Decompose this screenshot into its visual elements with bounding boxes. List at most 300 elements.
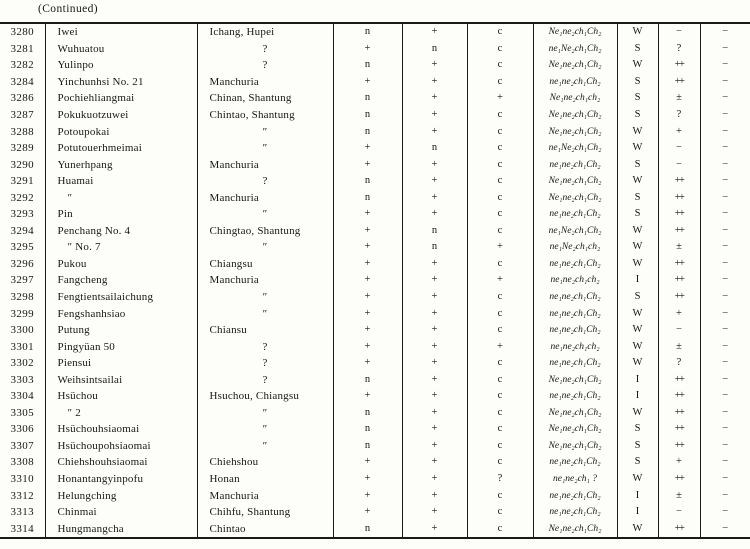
reaction-cell: +	[658, 454, 700, 471]
character-1-cell: n	[333, 23, 402, 41]
habit-class-cell: W	[617, 239, 658, 256]
reaction-cell: ?	[658, 41, 700, 58]
reaction-cell: −	[658, 322, 700, 339]
table-row	[0, 107, 750, 124]
accession-number-cell: 3288	[0, 123, 45, 140]
reaction-cell: −	[658, 156, 700, 173]
accession-number-cell: 3292	[0, 189, 45, 206]
genotype-cell: ne₁Ne₂ch₁ch₂	[533, 239, 617, 256]
table-row	[0, 74, 750, 91]
genotype-cell: ne₁ne₂ch₁ch₂	[533, 272, 617, 289]
character-2-cell: +	[402, 23, 467, 41]
reaction-cell: ±	[658, 239, 700, 256]
character-2-cell: n	[402, 140, 467, 157]
character-1-cell: n	[333, 57, 402, 74]
table-row	[0, 322, 750, 339]
character-1-cell: +	[333, 74, 402, 91]
character-1-cell: +	[333, 289, 402, 306]
character-3-cell: c	[467, 107, 533, 124]
origin-cell: Chintao	[197, 520, 333, 538]
genotype-cell: ne₁Ne₂ch₁Ch₂	[533, 223, 617, 240]
accession-number-cell: 3286	[0, 90, 45, 107]
character-3-cell: c	[467, 305, 533, 322]
origin-cell: Honan	[197, 471, 333, 488]
origin-cell: ″	[197, 123, 333, 140]
habit-class-cell: I	[617, 272, 658, 289]
note-cell: −	[722, 324, 729, 336]
character-2-cell: +	[402, 256, 467, 273]
reaction-cell: ±	[658, 338, 700, 355]
genotype-cell: ne₁ne₂ch₁ch₂	[533, 338, 617, 355]
character-1-cell: n	[333, 90, 402, 107]
character-2-cell: +	[402, 454, 467, 471]
character-1-cell: +	[333, 41, 402, 58]
character-3-cell: c	[467, 206, 533, 223]
table-row	[0, 123, 750, 140]
character-1-cell: +	[333, 487, 402, 504]
genotype-cell: ne₁ne₂ch₁Ch₂	[533, 388, 617, 405]
character-1-cell: +	[333, 454, 402, 471]
origin-cell: Chiansu	[197, 322, 333, 339]
genotype-cell: Ne₁ne₂ch₁Ch₂	[533, 189, 617, 206]
accession-number-cell: 3310	[0, 471, 45, 488]
origin-cell: ?	[197, 57, 333, 74]
note-cell: −	[722, 224, 729, 236]
character-3-cell: c	[467, 421, 533, 438]
habit-class-cell: W	[617, 471, 658, 488]
character-2-cell: +	[402, 338, 467, 355]
table-row	[0, 223, 750, 240]
note-cell: −	[722, 26, 729, 38]
variety-name-cell: Pin	[45, 206, 197, 223]
variety-name-cell: ″	[45, 189, 197, 206]
variety-name-cell: Huamai	[45, 173, 197, 190]
note-cell: −	[722, 42, 729, 54]
table-row	[0, 289, 750, 306]
character-2-cell: +	[402, 487, 467, 504]
note-cell: −	[722, 191, 729, 203]
accession-number-cell: 3307	[0, 438, 45, 455]
habit-class-cell: W	[617, 322, 658, 339]
character-3-cell: c	[467, 371, 533, 388]
character-3-cell: c	[467, 405, 533, 422]
genotype-cell: ne₁ne₂ch₁Ch₂	[533, 289, 617, 306]
note-cell: −	[722, 291, 729, 303]
accession-number-cell: 3289	[0, 140, 45, 157]
origin-cell: ″	[197, 289, 333, 306]
reaction-cell: ++	[658, 371, 700, 388]
accession-number-cell: 3304	[0, 388, 45, 405]
table-row	[0, 487, 750, 504]
genotype-cell: Ne₁ne₂ch₁Ch₂	[533, 57, 617, 74]
character-3-cell: +	[467, 90, 533, 107]
genotype-cell: Ne₁ne₂ch₁Ch₂	[533, 123, 617, 140]
character-1-cell: +	[333, 388, 402, 405]
genotype-cell: Ne₁ne₂ch₁Ch₂	[533, 520, 617, 538]
table-row	[0, 156, 750, 173]
character-2-cell: +	[402, 305, 467, 322]
character-2-cell: +	[402, 322, 467, 339]
accession-number-cell: 3301	[0, 338, 45, 355]
habit-class-cell: S	[617, 189, 658, 206]
table-row	[0, 256, 750, 273]
note-cell: −	[722, 473, 729, 485]
character-3-cell: c	[467, 74, 533, 91]
table-row	[0, 504, 750, 521]
table-row	[0, 272, 750, 289]
genotype-cell: Ne₁ne₂ch₁Ch₂	[533, 421, 617, 438]
origin-cell: ″	[197, 239, 333, 256]
character-2-cell: +	[402, 272, 467, 289]
accession-number-cell: 3312	[0, 487, 45, 504]
variety-name-cell: ″ 2	[45, 405, 197, 422]
habit-class-cell: S	[617, 289, 658, 306]
reaction-cell: ++	[658, 520, 700, 538]
note-cell: −	[722, 357, 729, 369]
note-cell: −	[722, 109, 729, 120]
character-3-cell: c	[467, 23, 533, 41]
habit-class-cell: W	[617, 355, 658, 372]
character-3-cell: c	[467, 504, 533, 521]
reaction-cell: ?	[658, 107, 700, 124]
character-2-cell: +	[402, 504, 467, 521]
variety-name-cell: Fengtientsailaichung	[45, 289, 197, 306]
character-2-cell: +	[402, 371, 467, 388]
reaction-cell: ?	[658, 355, 700, 372]
character-1-cell: +	[333, 504, 402, 521]
accession-number-cell: 3294	[0, 223, 45, 240]
genotype-cell: ne₁ne₂ch₁Ch₂	[533, 487, 617, 504]
character-1-cell: +	[333, 355, 402, 372]
genotype-cell: ne₁ne₂ch₁Ch₂	[533, 156, 617, 173]
reaction-cell: ++	[658, 421, 700, 438]
table-row	[0, 520, 750, 538]
character-3-cell: +	[467, 338, 533, 355]
table-row	[0, 173, 750, 190]
table-row	[0, 189, 750, 206]
genotype-cell: ne₁ne₂ch₁Ch₂	[533, 305, 617, 322]
character-2-cell: n	[402, 41, 467, 58]
variety-name-cell: Pochiehliangmai	[45, 90, 197, 107]
character-3-cell: c	[467, 41, 533, 58]
accession-number-cell: 3287	[0, 107, 45, 124]
accession-number-cell: 3296	[0, 256, 45, 273]
genotype-cell: Ne₁ne₂ch₁ch₂	[533, 90, 617, 107]
accession-number-cell: 3300	[0, 322, 45, 339]
table-row	[0, 41, 750, 58]
character-3-cell: c	[467, 438, 533, 455]
habit-class-cell: S	[617, 107, 658, 124]
variety-name-cell: Potutouerhmeimai	[45, 140, 197, 157]
character-2-cell: +	[402, 206, 467, 223]
origin-cell: ″	[197, 206, 333, 223]
note-cell: −	[722, 241, 729, 253]
table-row	[0, 239, 750, 256]
habit-class-cell: S	[617, 74, 658, 91]
note-cell: −	[722, 406, 729, 418]
genotype-cell: ne₁ne₂ch₁Ch₂	[533, 74, 617, 91]
character-3-cell: c	[467, 189, 533, 206]
habit-class-cell: I	[617, 388, 658, 405]
variety-name-cell: Hsüchouhsiaomai	[45, 421, 197, 438]
reaction-cell: −	[658, 140, 700, 157]
habit-class-cell: S	[617, 454, 658, 471]
accession-number-cell: 3303	[0, 371, 45, 388]
accession-number-cell: 3291	[0, 173, 45, 190]
genotype-cell: ne₁Ne₂ch₁Ch₂	[533, 41, 617, 58]
accession-number-cell: 3280	[0, 23, 45, 41]
character-2-cell: +	[402, 438, 467, 455]
note-cell: −	[722, 75, 729, 87]
reaction-cell: ++	[658, 256, 700, 273]
variety-name-cell: Fangcheng	[45, 272, 197, 289]
variety-name-cell: Putung	[45, 322, 197, 339]
table-row	[0, 355, 750, 372]
reaction-cell: ++	[658, 223, 700, 240]
genotype-cell: ne₁ne₂ch₁Ch₂	[533, 504, 617, 521]
habit-class-cell: W	[617, 338, 658, 355]
note-cell: −	[722, 423, 729, 435]
habit-class-cell: W	[617, 405, 658, 422]
accession-number-cell: 3302	[0, 355, 45, 372]
character-3-cell: c	[467, 156, 533, 173]
note-cell: −	[722, 506, 729, 518]
habit-class-cell: W	[617, 23, 658, 41]
origin-cell: Chihfu, Shantung	[197, 504, 333, 521]
reaction-cell: −	[658, 504, 700, 521]
origin-cell: Manchuria	[197, 189, 333, 206]
genotype-cell: ne₁ne₂ch₁Ch₂	[533, 355, 617, 372]
note-cell: −	[722, 522, 729, 534]
genotype-cell: ne₁Ne₂ch₁Ch₂	[533, 140, 617, 157]
origin-cell: Manchuria	[197, 487, 333, 504]
character-2-cell: +	[402, 57, 467, 74]
reaction-cell: ++	[658, 173, 700, 190]
note-cell: −	[722, 125, 729, 137]
character-1-cell: +	[333, 471, 402, 488]
character-2-cell: +	[402, 421, 467, 438]
character-1-cell: +	[333, 156, 402, 173]
variety-name-cell: Pokukuotzuwei	[45, 107, 197, 124]
accession-number-cell: 3305	[0, 405, 45, 422]
character-1-cell: +	[333, 322, 402, 339]
genotype-cell: Ne₁ne₂ch₁Ch₂	[533, 173, 617, 190]
variety-name-cell: Piensui	[45, 355, 197, 372]
character-2-cell: +	[402, 74, 467, 91]
note-cell: −	[722, 142, 729, 154]
habit-class-cell: S	[617, 206, 658, 223]
variety-name-cell: Honantangyinpofu	[45, 471, 197, 488]
accession-number-cell: 3306	[0, 421, 45, 438]
reaction-cell: ++	[658, 405, 700, 422]
table-row	[0, 305, 750, 322]
accession-number-cell: 3282	[0, 57, 45, 74]
variety-name-cell: Hsüchoupohsiaomai	[45, 438, 197, 455]
habit-class-cell: W	[617, 256, 658, 273]
table-row	[0, 388, 750, 405]
character-3-cell: c	[467, 289, 533, 306]
character-2-cell: n	[402, 223, 467, 240]
genotype-cell: Ne₁ne₂ch₁Ch₂	[533, 371, 617, 388]
origin-cell: Manchuria	[197, 272, 333, 289]
reaction-cell: ++	[658, 57, 700, 74]
note-cell: −	[722, 439, 729, 451]
character-3-cell: ?	[467, 471, 533, 488]
accession-number-cell: 3293	[0, 206, 45, 223]
reaction-cell: −	[658, 23, 700, 41]
origin-cell: Manchuria	[197, 74, 333, 91]
origin-cell: ″	[197, 421, 333, 438]
accession-number-cell: 3299	[0, 305, 45, 322]
continued-label: (Continued)	[38, 3, 98, 15]
genotype-cell: Ne₁ne₂ch₁Ch₂	[533, 107, 617, 124]
accession-number-cell: 3308	[0, 454, 45, 471]
origin-cell: ″	[197, 305, 333, 322]
character-1-cell: n	[333, 123, 402, 140]
character-3-cell: c	[467, 57, 533, 74]
variety-name-cell: ″ No. 7	[45, 239, 197, 256]
character-3-cell: c	[467, 355, 533, 372]
character-1-cell: n	[333, 405, 402, 422]
accession-number-cell: 3281	[0, 41, 45, 58]
note-cell: −	[722, 59, 729, 71]
genotype-cell: Ne₁ne₂ch₁Ch₂	[533, 23, 617, 41]
character-1-cell: +	[333, 256, 402, 273]
character-1-cell: +	[333, 239, 402, 256]
habit-class-cell: W	[617, 57, 658, 74]
note-cell: −	[722, 274, 729, 286]
habit-class-cell: W	[617, 305, 658, 322]
habit-class-cell: I	[617, 504, 658, 521]
character-2-cell: +	[402, 471, 467, 488]
genotype-cell: ne₁ne₂ch₁Ch₂	[533, 206, 617, 223]
origin-cell: Chintao, Shantung	[197, 107, 333, 124]
table-row	[0, 140, 750, 157]
variety-name-cell: Pukou	[45, 256, 197, 273]
habit-class-cell: I	[617, 487, 658, 504]
habit-class-cell: W	[617, 123, 658, 140]
genotype-cell: ne₁ne₂ch₁Ch₂	[533, 256, 617, 273]
accession-number-cell: 3295	[0, 239, 45, 256]
variety-name-cell: Hsüchou	[45, 388, 197, 405]
accession-number-cell: 3290	[0, 156, 45, 173]
character-1-cell: n	[333, 438, 402, 455]
character-2-cell: +	[402, 189, 467, 206]
origin-cell: Chiangsu	[197, 256, 333, 273]
character-1-cell: +	[333, 338, 402, 355]
table-row	[0, 23, 750, 41]
character-3-cell: c	[467, 520, 533, 538]
table-row	[0, 405, 750, 422]
character-2-cell: +	[402, 388, 467, 405]
variety-name-cell: Chiehshouhsiaomai	[45, 454, 197, 471]
table-row	[0, 338, 750, 355]
character-2-cell: +	[402, 289, 467, 306]
accession-number-cell: 3298	[0, 289, 45, 306]
table-row	[0, 438, 750, 455]
variety-name-cell: Iwei	[45, 23, 197, 41]
habit-class-cell: I	[617, 371, 658, 388]
reaction-cell: ++	[658, 289, 700, 306]
accession-number-cell: 3314	[0, 520, 45, 538]
character-3-cell: c	[467, 322, 533, 339]
genotype-cell: Ne₁ne₂ch₁Ch₂	[533, 405, 617, 422]
origin-cell: ?	[197, 338, 333, 355]
character-2-cell: +	[402, 107, 467, 124]
variety-name-cell: Hungmangcha	[45, 520, 197, 538]
variety-name-cell: Helungching	[45, 487, 197, 504]
variety-name-cell: Yinchunhsi No. 21	[45, 74, 197, 91]
character-2-cell: +	[402, 355, 467, 372]
character-3-cell: +	[467, 272, 533, 289]
reaction-cell: ±	[658, 90, 700, 107]
table-row	[0, 206, 750, 223]
variety-name-cell: Potoupokai	[45, 123, 197, 140]
variety-name-cell: Weihsintsailai	[45, 371, 197, 388]
table-row	[0, 371, 750, 388]
character-2-cell: +	[402, 123, 467, 140]
character-3-cell: c	[467, 173, 533, 190]
character-3-cell: c	[467, 487, 533, 504]
habit-class-cell: S	[617, 156, 658, 173]
reaction-cell: ++	[658, 388, 700, 405]
note-cell: −	[722, 489, 729, 501]
habit-class-cell: W	[617, 140, 658, 157]
table-row	[0, 454, 750, 471]
reaction-cell: ±	[658, 487, 700, 504]
variety-name-cell: Wuhuatou	[45, 41, 197, 58]
origin-cell: ″	[197, 140, 333, 157]
reaction-cell: ++	[658, 471, 700, 488]
origin-cell: ?	[197, 355, 333, 372]
origin-cell: Manchuria	[197, 156, 333, 173]
origin-cell: Chingtao, Shantung	[197, 223, 333, 240]
note-cell: −	[722, 175, 729, 187]
note-cell: −	[722, 257, 729, 269]
character-3-cell: c	[467, 223, 533, 240]
note-cell: −	[722, 307, 729, 319]
character-1-cell: +	[333, 272, 402, 289]
note-cell: −	[722, 92, 729, 104]
origin-cell: ?	[197, 173, 333, 190]
character-1-cell: n	[333, 173, 402, 190]
table-row	[0, 90, 750, 107]
origin-cell: Ichang, Hupei	[197, 23, 333, 41]
genotype-cell: ne₁ne₂ch₁Ch₂	[533, 454, 617, 471]
character-1-cell: n	[333, 520, 402, 538]
note-cell: −	[722, 456, 729, 468]
accession-number-cell: 3297	[0, 272, 45, 289]
character-1-cell: +	[333, 140, 402, 157]
origin-cell: Chinan, Shantung	[197, 90, 333, 107]
character-1-cell: n	[333, 421, 402, 438]
character-2-cell: +	[402, 90, 467, 107]
reaction-cell: +	[658, 123, 700, 140]
note-cell: −	[722, 340, 729, 352]
origin-cell: ″	[197, 405, 333, 422]
table-row	[0, 421, 750, 438]
reaction-cell: ++	[658, 272, 700, 289]
genotype-cell: Ne₁ne₂ch₁Ch₂	[533, 438, 617, 455]
character-2-cell: +	[402, 405, 467, 422]
character-3-cell: c	[467, 123, 533, 140]
character-1-cell: n	[333, 189, 402, 206]
variety-name-cell: Pingyüan 50	[45, 338, 197, 355]
reaction-cell: ++	[658, 206, 700, 223]
table-body	[0, 23, 750, 538]
habit-class-cell: S	[617, 90, 658, 107]
accession-number-cell: 3284	[0, 74, 45, 91]
